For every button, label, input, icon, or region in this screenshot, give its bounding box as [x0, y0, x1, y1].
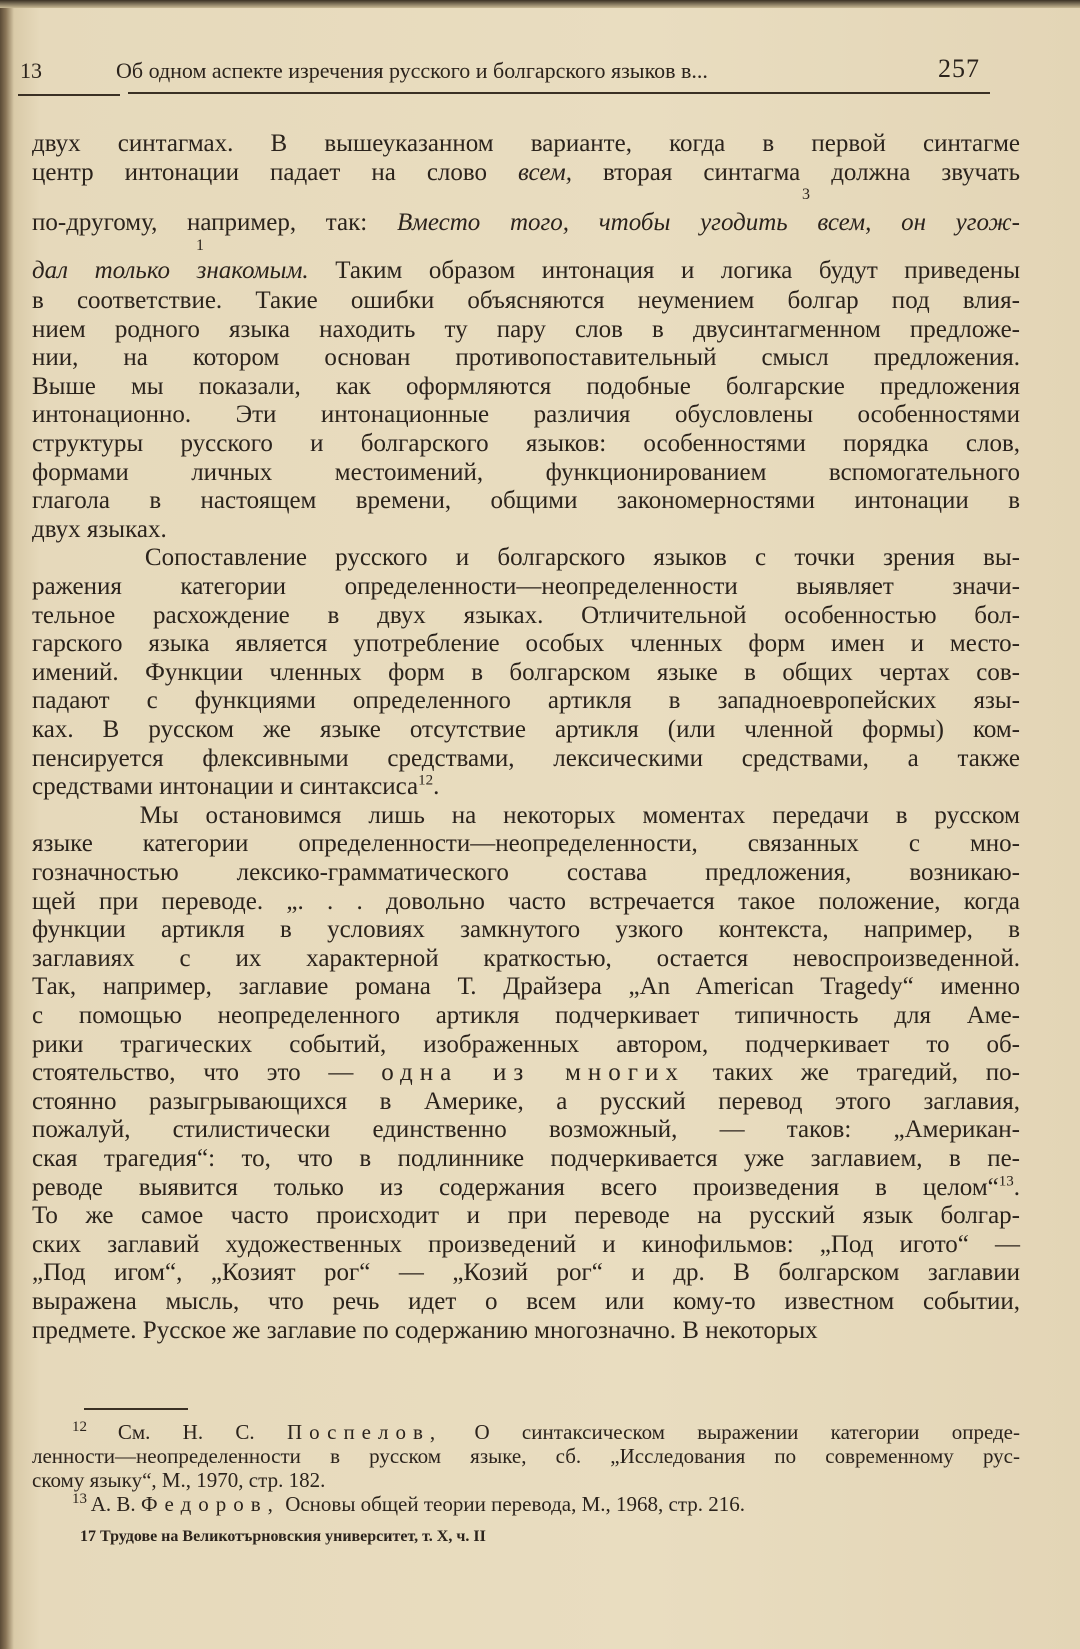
text-line [32, 1059, 1020, 1087]
text-run: ская трагедия“: то, что в подлиннике подчеркивается уже заглавием, в пе- [32, 1145, 1020, 1172]
text-line [32, 1317, 1020, 1345]
text-run: всем, [518, 159, 572, 186]
text-run: гозначностью лексико-грамматического состава предложения, возникаю- [32, 859, 1020, 886]
text-run: интонационно. Эти интонационные различия обусловлены особенностями [32, 401, 1020, 429]
text-line [32, 659, 1020, 687]
text-run: центр интонации падает на слово [32, 159, 519, 186]
text-run: Поспелов, [286, 1420, 443, 1444]
footnote-number: 13 [72, 1491, 91, 1507]
text-line [32, 287, 1020, 315]
text-line [32, 1002, 1020, 1030]
text-line [32, 1145, 1020, 1173]
text-run: . [1013, 1173, 1020, 1201]
text-line [32, 745, 1020, 773]
text-line [32, 1231, 1020, 1259]
text-line [32, 373, 1020, 401]
text-run: Сопоставление русского и болгарского языков с точки зрения вы- [32, 544, 1020, 572]
header-rule [128, 92, 990, 94]
footnote-rule [84, 1408, 188, 1410]
footnote-ref: 12 [418, 772, 434, 789]
text-run: с помощью неопределенного артикля подчеркивает типичность для Аме- [32, 1002, 1020, 1029]
footnote-line [32, 1444, 1020, 1468]
text-line [32, 1116, 1020, 1144]
chapter-number: 13 [20, 58, 42, 83]
text-run: таких же трагедий, по- [684, 1059, 1021, 1087]
text-run: См. Н. С. [117, 1420, 287, 1444]
text-line [32, 1088, 1020, 1116]
text-line [32, 773, 1020, 801]
text-line [32, 344, 1020, 372]
text-run: падают с функциями определенного артикля в западноевропейских язы- [32, 687, 1020, 715]
text-run: одна из многих [381, 1059, 685, 1087]
text-line [32, 888, 1020, 916]
text-run: „Под игом“, „Козият рог“ — „Козий рог“ и др. В болгарском заглавии [32, 1259, 1020, 1287]
text-run: двух синтагмах. В вышеуказанном варианте, когда в первой синтагме [32, 130, 1020, 157]
scan-edge [0, 0, 1080, 8]
stress-mark: 3 [802, 186, 810, 203]
text-run: имений. Функции членных форм в болгарском языке в общих чертах сов- [32, 658, 1020, 686]
text-run: нием родного языка находить ту пару слов в двусинтагменном предложе- [32, 315, 1020, 343]
text-line [32, 1202, 1020, 1230]
text-line [32, 630, 1020, 658]
text-line [32, 1259, 1020, 1287]
text-run: формами личных местоимений, функционированием вспомогательного [32, 458, 1020, 486]
footnote-number: 12 [72, 1419, 118, 1435]
text-line [32, 859, 1020, 887]
text-run: глагола в настоящем времени, общими закономерностями интонации в [32, 487, 1020, 515]
text-run: вторая синтагма должна звучать [572, 159, 1020, 186]
text-run: Основы общей теории перевода, М., 1968, стр. 216. [279, 1492, 746, 1516]
text-run: ках. В русском же языке отсутствие артикля (или членной формы) ком- [32, 716, 1020, 743]
text-run: рики трагических событий, изображенных автором, подчеркивает то об- [32, 1030, 1020, 1058]
text-run: реводе выявится только из содержания всего произведения в целом“ [32, 1173, 999, 1201]
text-line [32, 945, 1020, 973]
footnote-line [72, 1420, 1020, 1444]
text-run: двух языках. [32, 515, 167, 543]
text-line [32, 487, 1020, 515]
footnote-line [72, 1492, 1020, 1516]
text-line [32, 209, 1020, 237]
text-run: ских заглавий художественных произведений и кинофильмов: „Под игото“ — [32, 1230, 1020, 1258]
text-run: О синтаксическом выражении категории опреде- [442, 1420, 1020, 1444]
text-run: скому языку“, М., 1970, стр. 182. [32, 1468, 326, 1492]
text-line [32, 130, 1020, 158]
footnote-line [32, 1468, 1020, 1492]
text-run: языке категории определенности—неопределенности, связанных с мно- [32, 830, 1020, 858]
text-run: То же самое часто происходит и при переводе на русский язык болгар- [32, 1202, 1020, 1230]
text-run: в соответствие. Такие ошибки объясняются неумением болгар под влия- [32, 287, 1020, 314]
text-run: Выше мы показали, как оформляются подобные болгарские предложения [32, 372, 1020, 400]
text-run: пожалуй, стилистически единственно возможный, — таков: „Американ- [32, 1116, 1020, 1144]
text-run: щей при переводе. „. . . довольно часто встречается такое положение, когда [32, 887, 1020, 915]
text-line [32, 1174, 1020, 1202]
text-run: структуры русского и болгарского языков: особенностями порядка слов, [32, 430, 1020, 457]
text-line [32, 573, 1020, 601]
text-run: стоятельство, что это — [32, 1059, 382, 1087]
text-run: гарского языка является употребление особых членных форм имен и место- [32, 630, 1020, 658]
text-line [32, 316, 1020, 344]
text-run: ражения категории определенности—неопределенности выявляет значи- [32, 573, 1020, 600]
text-run: пенсируется флексивными средствами, лексическими средствами, а также [32, 744, 1020, 772]
text-run: стоянно разыгрывающихся в Америке, а русский перевод этого заглавия, [32, 1087, 1020, 1115]
text-run: тельное расхождение в двух языках. Отличительной особенностью бол- [32, 601, 1020, 629]
text-run: Мы остановимся лишь на некоторых моментах передачи в русском [32, 801, 1020, 829]
text-run: ленности—неопределенности в русском языке, сб. „Исследования по современному рус- [32, 1444, 1020, 1468]
header-rule-left [18, 94, 120, 96]
text-line [32, 973, 1020, 1001]
page-number: 257 [938, 54, 980, 83]
text-line [32, 1288, 1020, 1316]
text-line [32, 159, 1020, 187]
text-line [32, 459, 1020, 487]
text-run: функции артикля в условиях замкнутого узкого контекста, например, в [32, 916, 1020, 944]
footnote-ref: 13 [998, 1173, 1014, 1190]
text-line [32, 716, 1020, 744]
text-run: заглавиях с их характерной краткостью, остается невоспроизведенной. [32, 944, 1020, 972]
printer-signature: 17 Трудове на Великотърновския университет, т. X, ч. II [80, 1528, 486, 1545]
text-line [32, 687, 1020, 715]
text-run: предмете. Русское же заглавие по содержанию многозначно. В некоторых [32, 1316, 818, 1344]
text-run: Федоров, [140, 1492, 280, 1516]
text-line [32, 430, 1020, 458]
text-line [32, 401, 1020, 429]
text-run: дал только знакомым. [32, 257, 309, 284]
text-run: . [433, 773, 440, 801]
text-run: Так, например, заглавие романа Т. Драйзера „An American Tragedy“ именно [32, 973, 1020, 1001]
text-run: Таким образом интонация и логика будут приведены [308, 257, 1020, 284]
text-line [32, 802, 1020, 830]
running-title: Об одном аспекте изречения русского и болгарского языков в... [116, 58, 708, 83]
stress-mark: 1 [196, 237, 204, 254]
text-run: нии, на котором основан противопоставительный смысл предложения. [32, 344, 1020, 372]
text-run: А. В. [90, 1492, 141, 1516]
text-run: выражена мысль, что речь идет о всем или кому-то известном событии, [32, 1288, 1020, 1315]
text-line [32, 1031, 1020, 1059]
text-line [32, 830, 1020, 858]
text-line [32, 257, 1020, 285]
text-line [32, 916, 1020, 944]
text-line [32, 602, 1020, 630]
text-line [32, 516, 1020, 544]
text-run: Вместо того, чтобы угодить всем, он угож- [396, 209, 1020, 236]
text-run: средствами интонации и синтаксиса [32, 773, 419, 801]
text-run: по-другому, например, так: [32, 209, 397, 236]
text-line [32, 544, 1020, 572]
